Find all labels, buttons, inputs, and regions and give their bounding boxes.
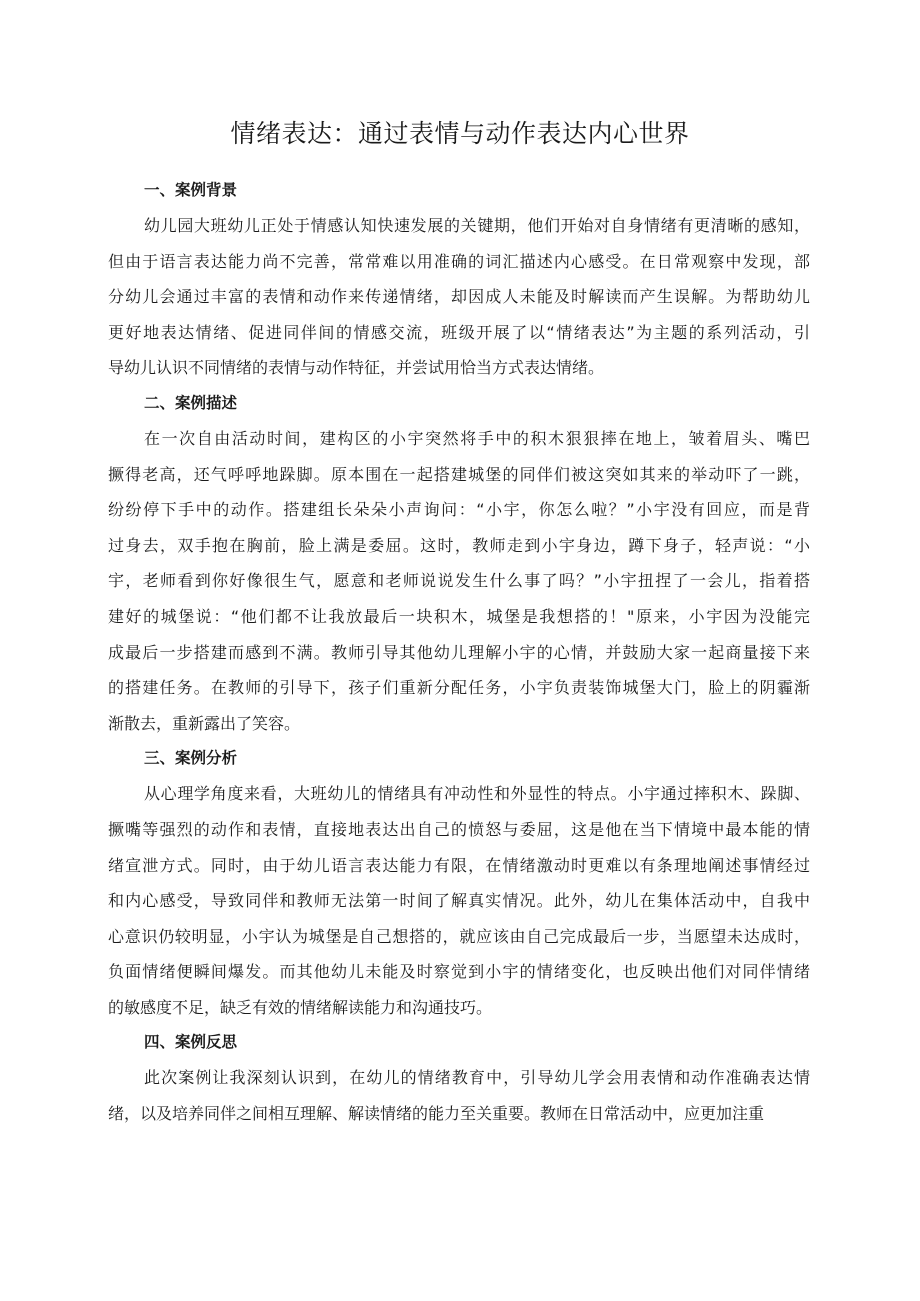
section-heading: 四、案例反思 — [144, 1033, 238, 1052]
paragraph-line: 过身去，双手抱在胸前，脸上满是委屈。这时，教师走到小宇身边，蹲下身子，轻声说：“小 — [108, 535, 810, 555]
paragraph-line: 此次案例让我深刻认识到，在幼儿的情绪教育中，引导幼儿学会用表情和动作准确表达情 — [144, 1068, 810, 1088]
paragraph-line: 撅得老高，还气呼呼地跺脚。原本围在一起搭建城堡的同伴们被这突如其来的举动吓了一跳， — [108, 464, 810, 484]
section-heading: 一、案例背景 — [144, 181, 238, 199]
section-paragraph — [108, 776, 810, 1025]
paragraph-line: 负面情绪便瞬间爆发。而其他幼儿未能及时察觉到小宇的情绪变化，也反映出他们对同伴情绪 — [108, 962, 810, 982]
paragraph-line: 但由于语言表达能力尚不完善，常常难以用准确的词汇描述内心感受。在日常观察中发现，部 — [108, 251, 810, 271]
paragraph-line: 的敏感度不足，缺乏有效的情绪解读能力和沟通技巧。 — [108, 997, 493, 1017]
section-heading: 二、案例描述 — [144, 393, 238, 412]
paragraph-line: 幼儿园大班幼儿正处于情感认知快速发展的关键期，他们开始对自身情绪有更清晰的感知， — [144, 216, 810, 235]
paragraph-line: 导幼儿认识不同情绪的表情与动作特征，并尝试用恰当方式表达情绪。 — [108, 358, 605, 378]
paragraph-line: 和内心感受，导致同伴和教师无法第一时间了解真实情况。此外，幼儿在集体活动中，自我中 — [108, 891, 810, 911]
paragraph-line: 在一次自由活动时间，建构区的小宇突然将手中的积木狠狠摔在地上，皱着眉头、嘴巴 — [144, 428, 810, 448]
paragraph-line: 成最后一步搭建而感到不满。教师引导其他幼儿理解小宇的心情，并鼓励大家一起商量接下来 — [108, 642, 810, 662]
section-paragraph — [108, 208, 810, 386]
paragraph-line: 纷纷停下手中的动作。搭建组长朵朵小声询问：“小宇，你怎么啦？”小宇没有回应，而是背 — [108, 500, 810, 520]
paragraph-line: 绪宣泄方式。同时，由于幼儿语言表达能力有限，在情绪激动时更难以有条理地阐述事情经过 — [108, 855, 810, 875]
section-heading: 三、案例分析 — [144, 749, 238, 768]
paragraph-line: 撅嘴等强烈的动作和表情，直接地表达出自己的愤怒与委屈，这是他在当下情境中最本能的情 — [108, 819, 810, 839]
paragraph-line: 宇，老师看到你好像很生气，愿意和老师说说发生什么事了吗？”小宇扭捏了一会儿，指着搭 — [108, 571, 810, 591]
paragraph-line: 渐散去，重新露出了笑容。 — [108, 713, 301, 733]
paragraph-line: 分幼儿会通过丰富的表情和动作来传递情绪，却因成人未能及时解读而产生误解。为帮助幼儿 — [108, 287, 810, 307]
paragraph-line: 更好地表达情绪、促进同伴间的情感交流，班级开展了以“情绪表达”为主题的系列活动，引 — [108, 322, 810, 342]
paragraph-line: 绪，以及培养同伴之间相互理解、解读情绪的能力至关重要。教师在日常活动中，应更加注重 — [108, 1104, 765, 1124]
section-paragraph — [108, 421, 810, 741]
document-body — [108, 173, 810, 1132]
document-title: 情绪表达：通过表情与动作表达内心世界 — [230, 119, 690, 148]
paragraph-line: 建好的城堡说：“他们都不让我放最后一块积木，城堡是我想搭的！"原来，小宇因为没能完 — [108, 606, 810, 626]
section-paragraph — [108, 1060, 810, 1131]
paragraph-line: 从心理学角度来看，大班幼儿的情绪具有冲动性和外显性的特点。小宇通过摔积木、跺脚、 — [144, 784, 810, 804]
paragraph-line: 的搭建任务。在教师的引导下，孩子们重新分配任务，小宇负责装饰城堡大门，脸上的阴霾渐 — [108, 678, 810, 698]
paragraph-line: 心意识仍较明显，小宇认为城堡是自己想搭的，就应该由自己完成最后一步，当愿望未达成时， — [108, 926, 810, 946]
